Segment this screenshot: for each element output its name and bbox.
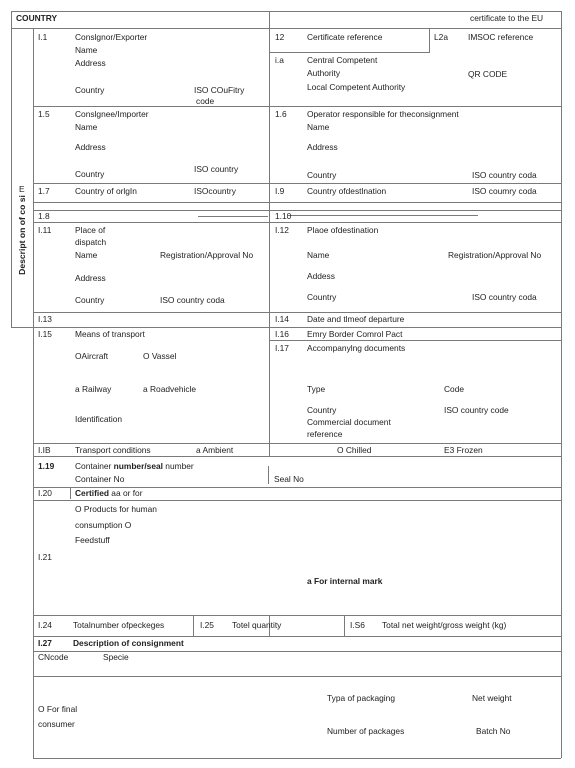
box125-divider-line	[193, 615, 194, 636]
box112-reg-label: Registration/Approval No	[448, 250, 542, 260]
line-443	[33, 443, 561, 444]
box115-title: Means of transport	[75, 329, 145, 339]
packages-count-label: Number of packages	[327, 726, 405, 736]
box1a-local: Local Competent Authority	[307, 82, 406, 92]
box16-number: 1.6	[275, 109, 287, 119]
box11-iso-label: ISO COuFitry	[194, 85, 245, 95]
box117-title: Accompanylng documents	[307, 343, 406, 353]
line-52	[269, 52, 429, 53]
box15-country-label: Country	[75, 169, 105, 179]
box15-number: 1.5	[38, 109, 50, 119]
ambient-option: a Ambient	[196, 445, 234, 455]
box1a-number: i.a	[275, 55, 284, 65]
box113-number: I.13	[38, 314, 52, 324]
box112-number: I.12	[275, 225, 289, 235]
box126-number: I.S6	[350, 620, 365, 630]
box11-address-label: Address	[75, 58, 106, 68]
frozen-option: E3 Frozen	[444, 445, 483, 455]
box11-iso-code-label: code	[196, 96, 215, 106]
internal-mark-label: a For internal mark	[307, 576, 383, 586]
box18-underline	[198, 216, 268, 217]
box115-number: I.15	[38, 329, 52, 339]
box119-number: 1.19	[38, 461, 55, 471]
box120-tick	[70, 488, 71, 499]
box17-title: Country of orlgIn	[75, 186, 137, 196]
side-label-text: Descript on of co si	[17, 195, 27, 275]
transport-divider-line	[268, 466, 269, 484]
vessel-option: O Vassel	[143, 351, 177, 361]
final-consumer-line1: O For final	[38, 704, 78, 714]
center-divider-line	[269, 11, 270, 456]
box12-number: 12	[275, 32, 285, 42]
cn-code-label: CNcode	[38, 652, 69, 662]
top-line	[11, 11, 561, 12]
box116-title: Emry Border Comrol Pact	[307, 329, 403, 339]
box17-number: 1.7	[38, 186, 50, 196]
aircraft-option: OAircraft	[75, 351, 109, 361]
packaging-type-label: Typa of packaging	[327, 693, 395, 703]
box16-country-label: Country	[307, 170, 337, 180]
line-106	[33, 106, 561, 107]
box117-number: I.17	[275, 343, 289, 353]
box127-title: Description of consignment	[73, 638, 184, 648]
box15-iso-label: ISO country	[194, 164, 239, 174]
line-327	[11, 327, 561, 328]
box112-name-label: Name	[307, 250, 330, 260]
country-header: COUNTRY	[16, 13, 58, 23]
box117-code-label: Code	[444, 384, 465, 394]
railway-option: a Railway	[75, 384, 112, 394]
box120-option1: O Products for human	[75, 504, 157, 514]
box118-title: Transport conditions	[75, 445, 151, 455]
box111-address-label: Address	[75, 273, 106, 283]
box111-name-label: Name	[75, 250, 98, 260]
line-28	[11, 28, 561, 29]
road-vehicle-option: a Roadvehicle	[143, 384, 197, 394]
box17-iso-label: ISOcountry	[194, 186, 236, 196]
line-456	[33, 456, 561, 457]
box1a-central2: Authority	[307, 68, 341, 78]
box119-title	[75, 462, 194, 471]
bottom-line	[33, 758, 561, 759]
box12a-title: IMSOC reference	[468, 32, 534, 42]
box11-number: I.1	[38, 32, 48, 42]
net-weight-label: Net weight	[472, 693, 512, 703]
box111-title-line2: dispatch	[75, 237, 107, 247]
box120-number: I.20	[38, 488, 52, 498]
box11-name-label: Name	[75, 45, 98, 55]
box15-address-label: Address	[75, 142, 106, 152]
box120-title-a: Certified	[75, 488, 109, 498]
box18-number: 1.8	[38, 211, 50, 221]
box125-title: Totel quantity	[232, 620, 282, 630]
box16-iso-label: ISO country coda	[472, 170, 537, 180]
box124-title: Totalnumber ofpeckeges	[73, 620, 165, 630]
box16-title: Operator responsible for theconsignment	[307, 109, 459, 119]
seal-no-label: Seal No	[274, 474, 304, 484]
box112-country-label: Country	[307, 292, 337, 302]
side-label-e: E	[19, 184, 25, 194]
line-183	[33, 183, 561, 184]
box125-number: I.25	[200, 620, 214, 630]
box19-title: Country ofdestlnation	[307, 186, 387, 196]
container-no-label: Container No	[75, 474, 125, 484]
box117-iso-label: ISO country code	[444, 405, 509, 415]
chilled-option: O Chilled	[337, 445, 372, 455]
box111-reg-label: Registration/Approval No	[160, 250, 254, 260]
batch-no-label: Batch No	[476, 726, 511, 736]
line-202	[33, 202, 561, 203]
final-consumer-line2: consumer	[38, 719, 75, 729]
box120-title	[75, 489, 143, 498]
box126-title: Total net weight/gross weight (kg)	[382, 620, 507, 630]
line-676	[33, 676, 561, 677]
line-312	[33, 312, 561, 313]
box126-divider-line	[344, 615, 345, 636]
box112-iso-label: ISO country coda	[472, 292, 537, 302]
box114-title: Date and tlmeof departure	[307, 314, 405, 324]
box116-number: I.16	[275, 329, 289, 339]
box120-title-b: aa or for	[108, 488, 143, 498]
box15-title: Conslgnee/Importer	[75, 109, 149, 119]
box111-title-line1: Place of	[75, 225, 106, 235]
box121-number: I.21	[38, 552, 52, 562]
box112-title: Plaoe ofdestination	[307, 225, 379, 235]
box114-number: I.14	[275, 314, 289, 324]
side-label	[12, 180, 32, 290]
box11-title: Conslgnor/Exporter	[75, 32, 148, 42]
specie-label: Specie	[103, 652, 129, 662]
box111-iso-label: ISO country coda	[160, 295, 225, 305]
box110-number: 1.10	[275, 211, 292, 221]
box16-address-label: Address	[307, 142, 338, 152]
identification-label: Identification	[75, 414, 123, 424]
box117-country-label: Country	[307, 405, 337, 415]
box120-option3: Feedstuff	[75, 535, 110, 545]
box19-number: I.9	[275, 186, 285, 196]
line-340	[269, 340, 561, 341]
box124-number: I.24	[38, 620, 52, 630]
qr-code-label: QR CODE	[468, 69, 508, 79]
ref-divider-line	[429, 29, 430, 53]
box1a-central1: Central Competent	[307, 55, 378, 65]
line-615	[33, 615, 561, 616]
frame-left-inner-line	[33, 28, 34, 758]
box110-underline	[288, 215, 478, 216]
box112-address-label: Addess	[307, 271, 335, 281]
box120-option2: consumption O	[75, 520, 132, 530]
box117-commercial-line2: reference	[307, 429, 343, 439]
certificate-eu-text: certificate to the EU	[470, 13, 544, 23]
line-500	[33, 500, 561, 501]
box119-title-b: number/seal	[113, 461, 163, 471]
box111-country-label: Country	[75, 295, 105, 305]
box119-title-a: Container	[75, 461, 114, 471]
box117-type-label: Type	[307, 384, 326, 394]
line-222	[33, 222, 561, 223]
box127-number: I.27	[38, 638, 52, 648]
box11-country-label: Country	[75, 85, 105, 95]
box12-title: Certificate reference	[307, 32, 383, 42]
box19-iso-label: ISO coumry coda	[472, 186, 537, 196]
box119-title-c: number	[162, 461, 194, 471]
frame-right-line	[561, 11, 562, 758]
box12a-number: L2a	[434, 32, 448, 42]
box117-commercial-line1: Commercial document	[307, 417, 391, 427]
box15-name-label: Name	[75, 122, 98, 132]
box111-number: I.11	[38, 225, 52, 235]
line-636	[33, 636, 561, 637]
line-210	[33, 210, 561, 211]
box16-name-label: Name	[307, 122, 330, 132]
box118-number: I.IB	[38, 445, 51, 455]
